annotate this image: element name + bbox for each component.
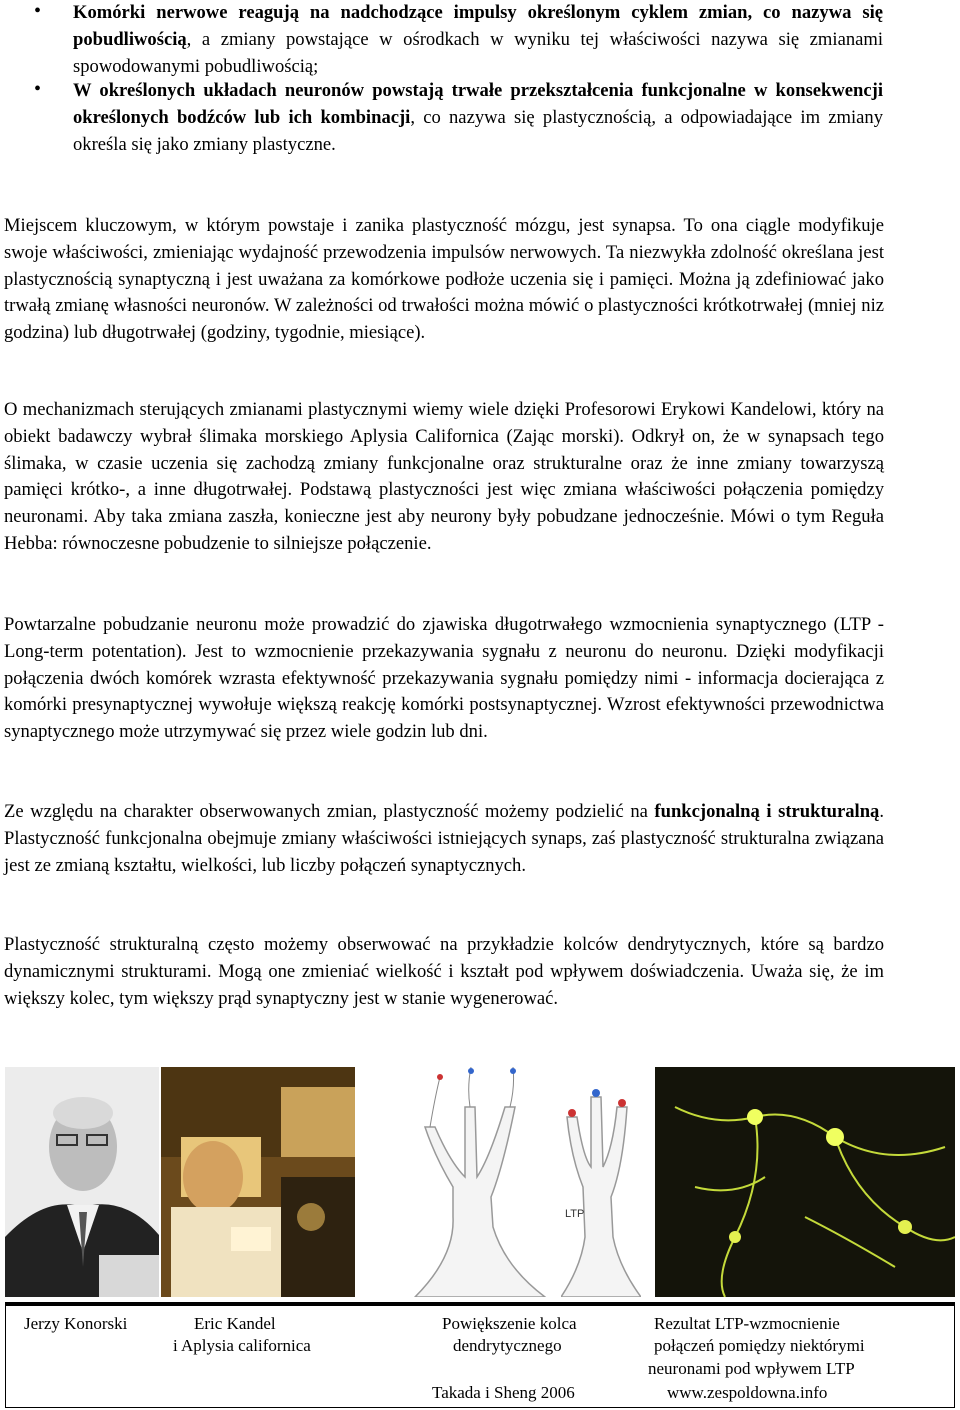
caption-box bbox=[5, 1302, 955, 1408]
caption-connections: połączeń pomiędzy niektórymi bbox=[654, 1336, 865, 1355]
figure-strip bbox=[5, 1067, 955, 1297]
paragraph-ltp: Powtarzalne pobudzanie neuronu może prowadzić do zjawiska długotrwałego wzmocnienia synaptycznego (LTP - Long-term potentation). Jest to wzmocnienie przekazywania sygnału z neuronu do neuronu. Dzięki modyfikacji połączenia dwóch komórek wzrasta efektywność przekazywania sygnału pomiędzy nimi - informacja docierająca z komórki presynaptycznej wywołuje większą reakcję komórki postsynaptycznej. Wzrost efektywności przewodnictwa synaptycznego może utrzymywać się przez wiele godzin lub dni. bbox=[4, 614, 884, 743]
paragraph-kandel: O mechanizmach sterujących zmianami plastycznymi wiemy wiele dzięki Profesorowi Erykowi Kandelowi, który na obiekt badawczy wybrał ślimaka morskiego Aplysia Californica (Zając morski). Odkrył on, że w synapsach tego ślimaka, w czasie uczenia się zachodzą zmiany funkcjonalne oraz strukturalne oraz że inne zmiany towarzyszą pamięci krótko-, a inne długotrwałej. Podstawą plastyczności jest więc zmiana właściwości połączenia pomiędzy neuronami. Aby taka zmiana zaszła, konieczne jest aby neurony były pobudzane jednocześnie. Mówi o tym Reguła Hebba: równoczesne pobudzenie to silniejsze połączenie. bbox=[4, 399, 884, 554]
text-span: Ze względu na charakter obserwowanych zmian, plastyczność możemy podzielić na bbox=[4, 801, 655, 822]
caption-spine: Powiększenie kolca bbox=[442, 1314, 577, 1333]
text-span: . Plastyczność funkcjonalna obejmuje zmiany właściwości istniejących synaps, zaś plastyczność strukturalna związana jest ze zmianą kształtu, wielkości, lub liczby połączeń synaptycznych. bbox=[4, 801, 884, 876]
caption-aplysia: i Aplysia californica bbox=[173, 1336, 311, 1355]
caption-website: www.zespoldowna.info bbox=[667, 1383, 828, 1402]
bullet-bold-text: W określonych układach neuronów powstają trwałe przekształcenia funkcjonalne w konsekwencji określonych bodźców lub ich kombinacji bbox=[73, 80, 883, 128]
caption-takada: Takada i Sheng 2006 bbox=[432, 1383, 575, 1402]
ltp-label: LTP bbox=[565, 1208, 585, 1220]
caption-ltp-result: Rezultat LTP-wzmocnienie bbox=[654, 1314, 840, 1333]
paragraph-plasticity-types bbox=[4, 799, 884, 879]
bullet-bold-text: Komórki nerwowe reagują na nadchodzące impulsy określonym cyklem zmian, co nazywa się pobudliwością bbox=[73, 2, 883, 50]
caption-dendritic: dendrytycznego bbox=[453, 1336, 562, 1355]
spine-diagram-after bbox=[561, 1067, 641, 1297]
caption-box-top-border bbox=[6, 1303, 954, 1306]
paragraph-dendritic-spines: Plastyczność strukturalną często możemy obserwować na przykładzie kolców dendrytycznych, które są bardzo dynamicznymi strukturami. Mogą one zmieniać wielkość i kształt pod wpływem doświadczenia. Uważa się, że im większy kolec, tym większy prąd synaptyczny jest w stanie wygenerować. bbox=[4, 934, 884, 1009]
bullet-dot: • bbox=[34, 0, 42, 22]
bold-term: funkcjonalną i strukturalną bbox=[654, 801, 880, 822]
bullet-text bbox=[73, 0, 883, 80]
caption-kandel: Eric Kandel bbox=[194, 1314, 276, 1333]
spine-diagram-before bbox=[395, 1067, 555, 1297]
caption-konorski: Jerzy Konorski bbox=[24, 1314, 128, 1333]
portrait-photo-konorski bbox=[5, 1067, 159, 1297]
bullet-dot: • bbox=[34, 78, 42, 100]
paragraph-synapse: Miejscem kluczowym, w którym powstaje i zanika plastyczność mózgu, jest synapsa. To ona ciągle modyfikuje swoje właściwości, zmieniając wydajność przewodzenia impulsów nerwowych. Ta niezwykła zdolność określana jest plastycznością synaptyczną i jest uważana za komórkowe podłoże uczenia się i pamięci. Można ją zdefiniować jako trwałą zmianę własności neuronów. W zależności od trwałości można mówić o plastyczności krótkotrwałej (mniej niz godzina) lub długotrwałej (godziny, tygodnie, miesiące). bbox=[4, 215, 884, 344]
caption-neurons: neuronami pod wpływem LTP bbox=[648, 1359, 855, 1378]
bullet-rest-text: , co nazywa się plastycznością, a odpowiadające im zmiany określa się jako zmiany plastyczne. bbox=[73, 106, 884, 155]
neurons-photo bbox=[655, 1067, 955, 1297]
bullet-text bbox=[73, 78, 883, 158]
bullet-rest-text: , a zmiany powstające w ośrodkach w wyniku tej właściwości nazywa się zmianami spowodowanymi pobudliwością; bbox=[73, 28, 883, 77]
lab-photo-kandel bbox=[161, 1067, 355, 1297]
